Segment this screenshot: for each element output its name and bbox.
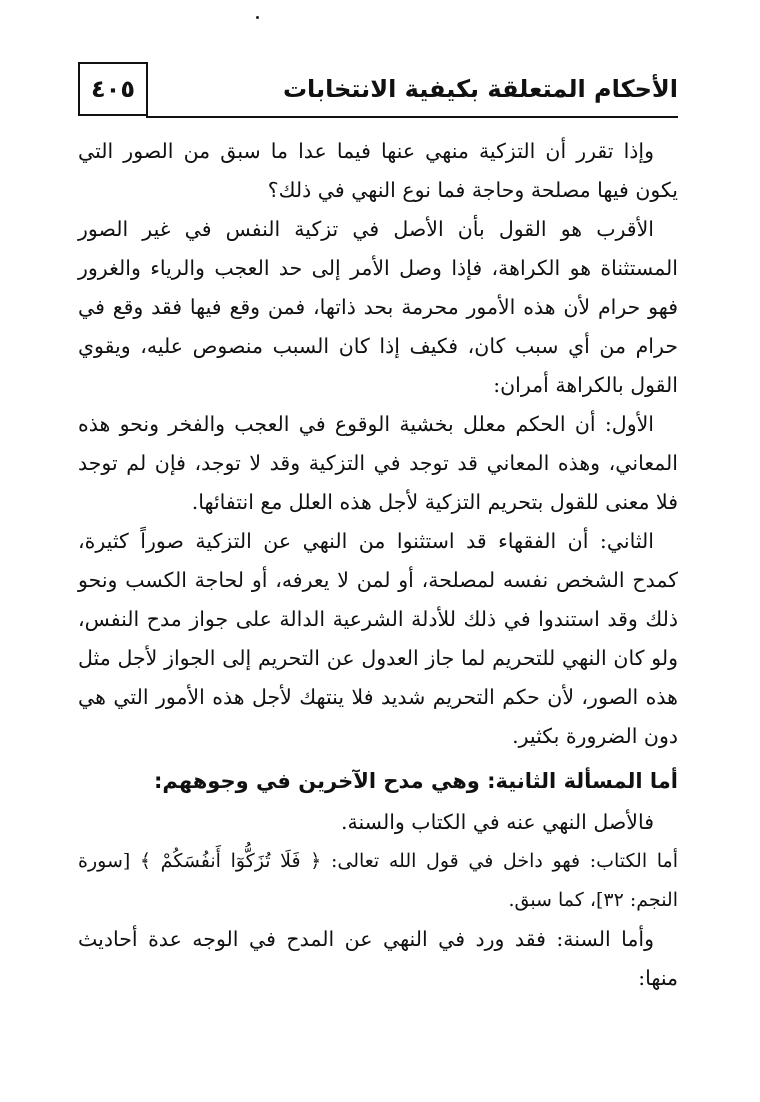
paragraph-first-reason: الأول: أن الحكم معلل بخشية الوقوع في العجب والفخر ونحو هذه المعاني، وهذه المعاني قد توجد في التزكية وقد لا توجد، فإن لم توجد فلا معنى للقول بتحريم التزكية لأجل هذه العلل مع انتفائها. <box>78 412 678 514</box>
running-title: الأحكام المتعلقة بكيفية الانتخابات <box>282 75 678 103</box>
paragraph-principle: فالأصل النهي عنه في الكتاب والسنة. <box>340 810 654 834</box>
page-body <box>78 132 678 998</box>
header-rule <box>146 116 678 118</box>
paragraph-question: وإذا تقرر أن التزكية منهي عنها فيما عدا ما سبق من الصور التي يكون فيها مصلحة وحاجة فما نوع النهي في ذلك؟ <box>78 139 678 202</box>
page-header <box>78 62 678 120</box>
page-speck <box>256 16 259 19</box>
paragraph-closest-view: الأقرب هو القول بأن الأصل في تزكية النفس في غير الصور المستثناة هو الكراهة، فإذا وصل الأمر إلى حد العجب والرياء والغرور فهو حرام لأن هذه الأمور محرمة بحد ذاتها، فمن وقع فيها فقد وقع في حرام من أي سبب كان، فكيف إذا كان السبب منصوص عليه، ويقوي القول بالكراهة أمران: <box>78 217 678 397</box>
section-subheading: أما المسألة الثانية: وهي مدح الآخرين في وجوههم: <box>153 769 678 793</box>
paragraph-quran-reference: أما الكتاب: فهو داخل في قول الله تعالى: ﴿ فَلَا تُزَكُّوٓا أَنفُسَكُمْ ﴾ [سورة النجم: ٣٢]، كما سبق. <box>78 850 678 911</box>
page-number: ٤٠٥ <box>91 75 135 103</box>
paragraph-second-reason: الثاني: أن الفقهاء قد استثنوا من النهي عن التزكية صوراً كثيرة، كمدح الشخص نفسه لمصلحة، أو لمن لا يعرفه، أو لحاجة الكسب ونحو ذلك وقد استندوا في ذلك للأدلة الشرعية الدالة على جواز مدح النفس، ولو كان النهي للتحريم لما جاز العدول عن التحريم إلى الجواز لأجل مثل هذه الصور، لأن حكم التحريم شديد فلا ينتهك لأجل هذه الأمور التي هي دون الضرورة بكثير. <box>78 529 678 748</box>
page-number-box <box>78 62 148 116</box>
paragraph-sunnah: وأما السنة: فقد ورد في النهي عن المدح في الوجه عدة أحاديث منها: <box>78 927 678 990</box>
